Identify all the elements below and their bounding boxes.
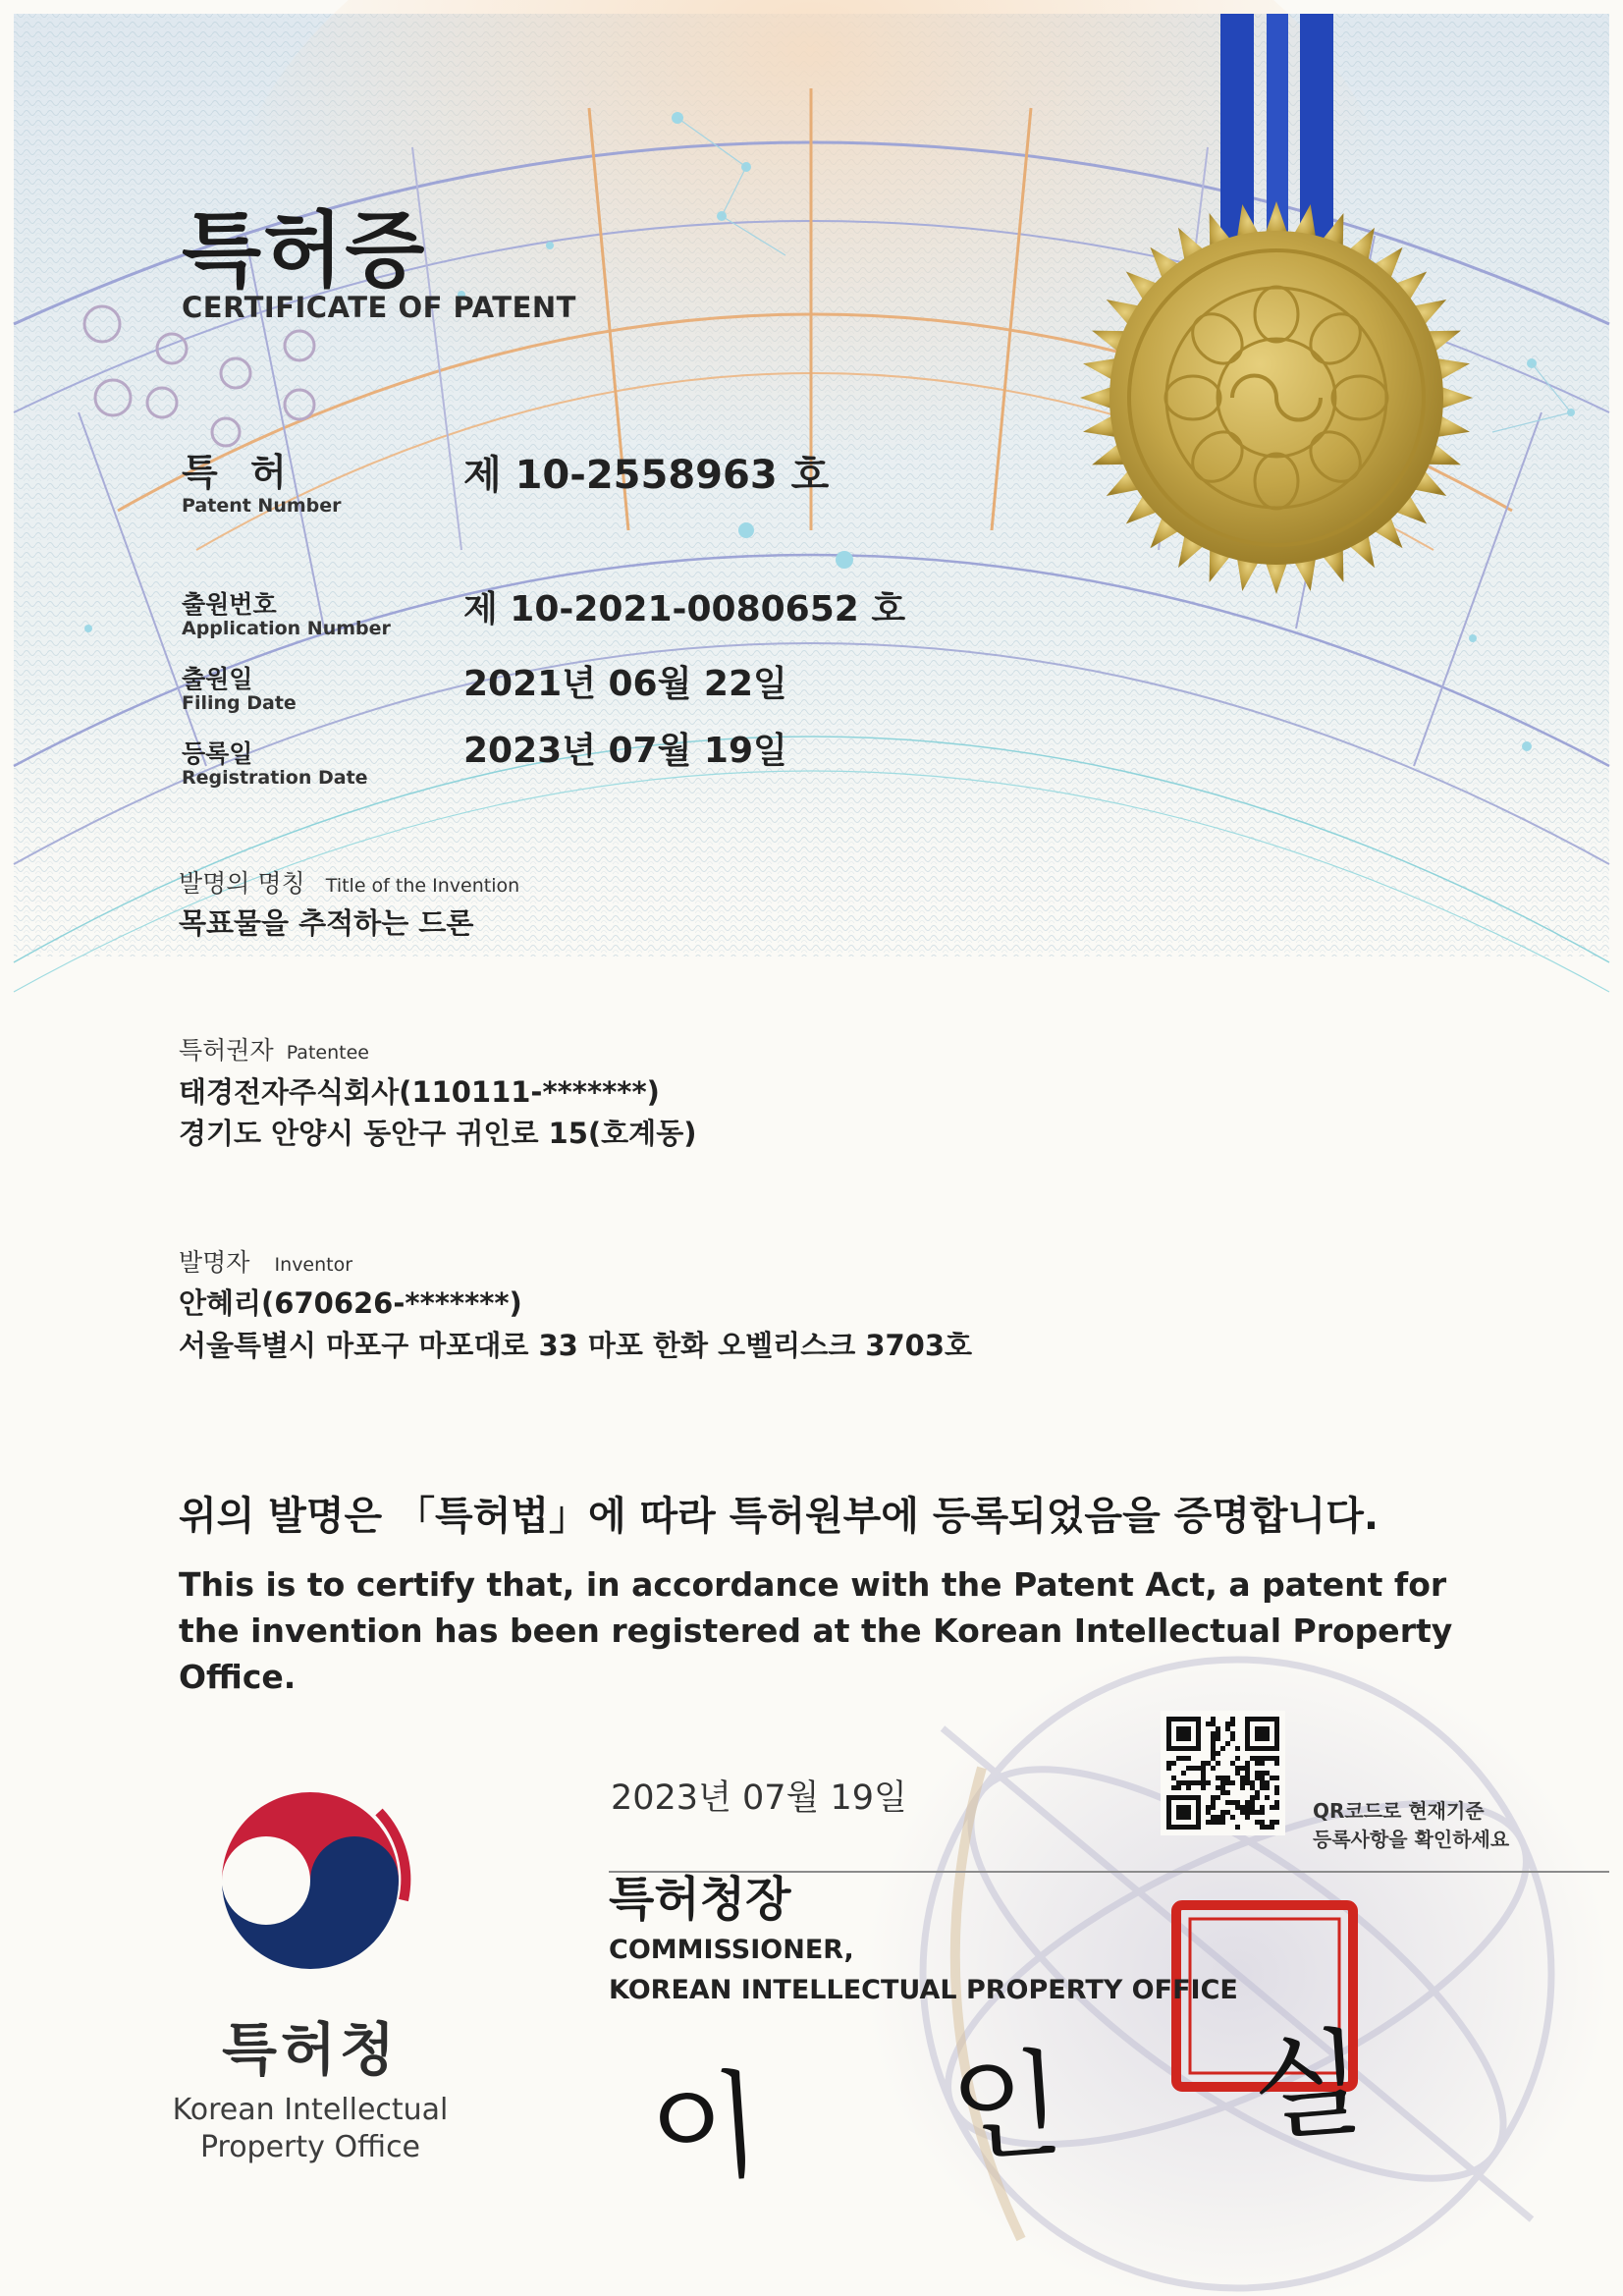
- inventor-label-ko: 발명자: [179, 1248, 250, 1277]
- inventor-label-en: Inventor: [274, 1254, 353, 1276]
- certificate-title-ko: 특허증: [182, 202, 427, 299]
- qr-note-line2: 등록사항을 확인하세요: [1313, 1828, 1510, 1851]
- patent-number-value: 제 10-2558963 호: [463, 453, 830, 498]
- inventor-label: [179, 1243, 352, 1279]
- kipo-name-en-line1: Korean Intellectual: [172, 2093, 449, 2127]
- commissioner-signature: 이 인 실: [644, 2008, 1445, 2200]
- kipo-name-ko: 특허청: [221, 2016, 400, 2083]
- qr-code: [1161, 1711, 1285, 1835]
- registration-date-value: 2023년 07월 19일: [463, 731, 787, 771]
- inventor-address: 서울특별시 마포구 마포대로 33 마포 한화 오벨리스크 3703호: [179, 1329, 973, 1362]
- registration-date-label-ko: 등록일: [182, 739, 253, 768]
- filing-date-label-ko: 출원일: [182, 665, 253, 693]
- invention-title-value: 목표물을 추적하는 드론: [179, 906, 474, 940]
- patent-number-label-ko: 특 허: [182, 451, 297, 494]
- certification-text-en: This is to certify that, in accordance with the Patent Act, a patent for the invention has been registered at the Korean Intellectual Property Office.: [179, 1565, 1453, 1696]
- certification-text-ko: 위의 발명은 「특허법」에 따라 특허원부에 등록되었음을 증명합니다.: [179, 1494, 1380, 1539]
- patentee-address: 경기도 안양시 동안구 귀인로 15(호계동): [179, 1117, 697, 1150]
- issue-date: 2023년 07월 19일: [611, 1778, 907, 1818]
- registration-date-label-en: Registration Date: [182, 767, 368, 789]
- certificate-title-en: CERTIFICATE OF PATENT: [182, 291, 576, 324]
- filing-date-label-en: Filing Date: [182, 692, 297, 714]
- commissioner-title-en-line1: COMMISSIONER,: [609, 1935, 854, 1965]
- commissioner-title-en-line2: KOREAN INTELLECTUAL PROPERTY OFFICE: [609, 1975, 1238, 2005]
- invention-title-label-ko: 발명의 명칭: [179, 869, 305, 898]
- kipo-taegeuk-logo: [222, 1792, 406, 1969]
- qr-note: [1313, 1797, 1509, 1854]
- application-number-value: 제 10-2021-0080652 호: [463, 589, 906, 629]
- patentee-label-en: Patentee: [286, 1042, 369, 1064]
- patent-number-label-en: Patent Number: [182, 495, 342, 517]
- patentee-label-ko: 특허권자: [179, 1036, 274, 1065]
- invention-title-label-en: Title of the Invention: [325, 875, 520, 897]
- application-number-label-en: Application Number: [182, 618, 391, 639]
- patentee-label: [179, 1031, 369, 1066]
- qr-note-line1: QR코드로 현재기준: [1313, 1799, 1485, 1823]
- inventor-name: 안혜리(670626-*******): [179, 1286, 522, 1320]
- kipo-name-en-line2: Property Office: [199, 2130, 421, 2164]
- invention-title-label: [179, 864, 519, 900]
- commissioner-title-ko: 특허청장: [609, 1872, 791, 1927]
- patentee-name: 태경전자주식회사(110111-*******): [179, 1075, 660, 1109]
- kipo-name-en: [147, 2092, 473, 2166]
- filing-date-value: 2021년 06월 22일: [463, 664, 787, 704]
- application-number-label-ko: 출원번호: [182, 590, 277, 619]
